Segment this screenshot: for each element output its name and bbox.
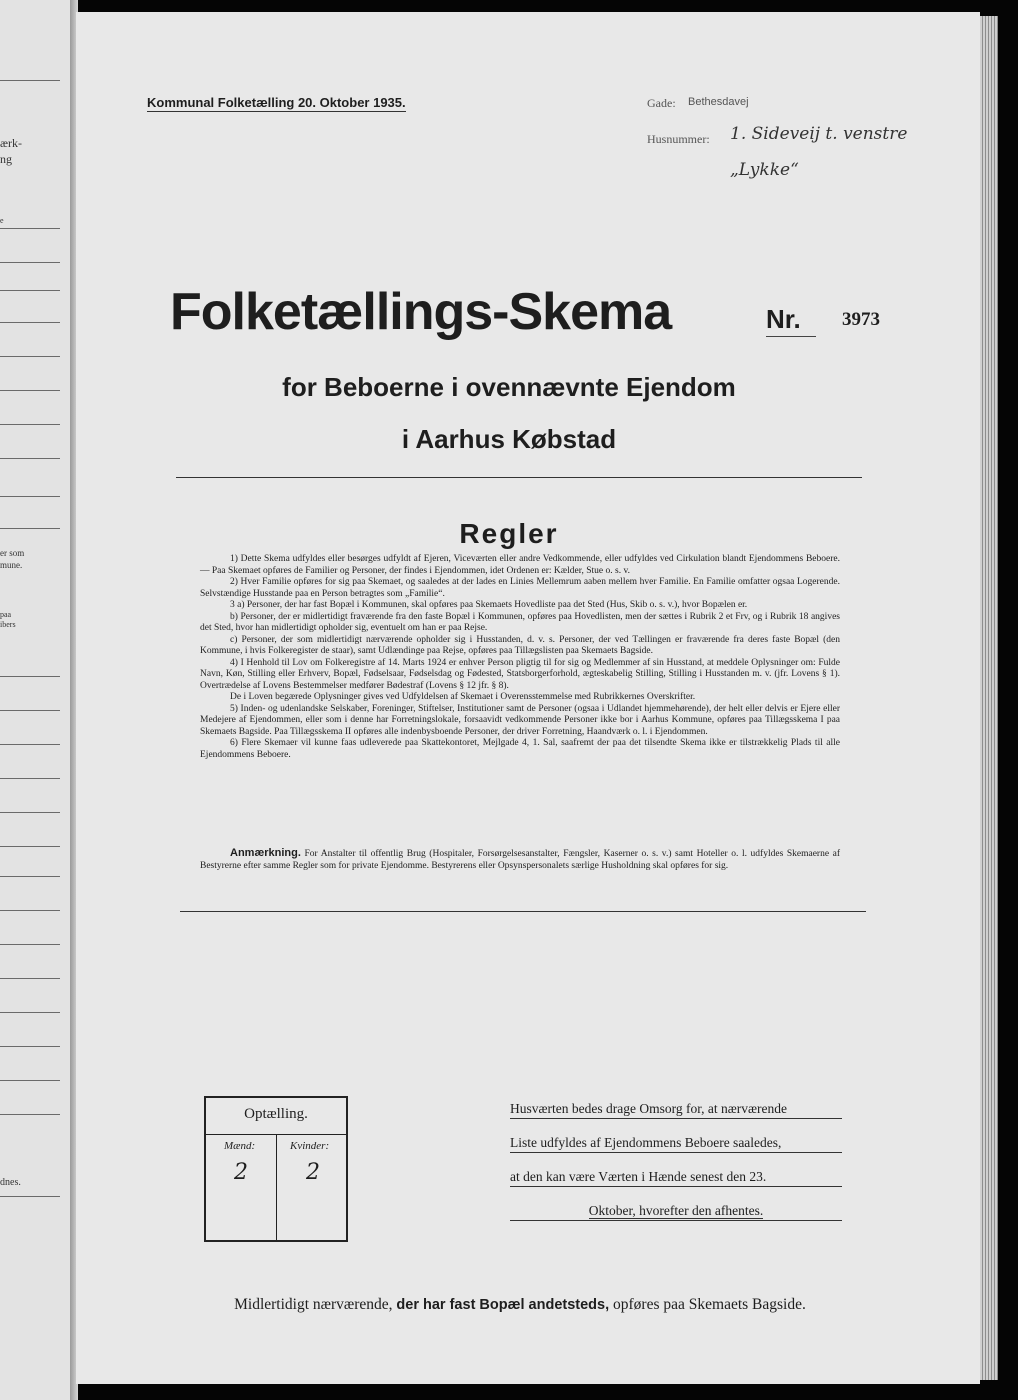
subtitle-line2: i Aarhus Købstad xyxy=(401,424,617,454)
page-edges xyxy=(980,16,998,1380)
footer-text: opføres paa Skemaets Bagside. xyxy=(609,1296,806,1313)
optaelling-box xyxy=(204,1096,348,1242)
left-page-fragment xyxy=(0,0,73,1400)
notice-line-last xyxy=(510,1202,842,1221)
husnummer-handwriting-line2: „Lykke“ xyxy=(730,160,799,180)
gade-value: Bethesdavej xyxy=(688,96,749,108)
kvinder-label: Kvinder: xyxy=(290,1140,330,1152)
rule-paragraph: 3 a) Personer, der har fast Bopæl i Kommunen, skal opføres paa Skemaets Hovedliste paa det Sted (Hus, Skib o. s. v.), hvor Bopælen er. xyxy=(230,600,748,610)
left-page-text: ibers xyxy=(0,620,16,629)
rule-paragraph: 5) Inden- og udenlandske Selskaber, Foreninger, Stiftelser, Institutioner samt de Personer (ogsaa i Udlandet hjemmehørende), der helt eller delvis er Ejere eller Medejere af Ejendommen, eller som i denne har Forretningslokale, forsaavidt vedkommende Personer ikke bor i Aarhus Kommune, opføres paa Tillægsskema I paa Skemaets Bagside. Paa Tillægsskema II opføres alle indenbysboende Personer, der driver Forretning, Haandværk o. l. i Ejendommen. xyxy=(200,703,840,737)
rule-paragraph: c) Personer, der som midlertidigt nærværende opholder sig i Husstanden, d. v. s. Personer, der ved Tællingen er fraværende fra deres faste Bopæl (den Kommune, i hvis Folkeregister de staar), samt Udlændinge paa Rejse, opføres paa Tillægslisten paa Skemaets Bagside. xyxy=(200,634,840,656)
anmaerkning-text: For Anstalter til offentlig Brug (Hospitaler, Forsørgelsesanstalter, Fængsler, Kaserner o. s. v.) samt Hoteller o. l. udfyldes Skemaerne af Bestyrerne efter samme Regler som for private Ejendomme. Bestyrerens eller Opsynspersonalets særlige Husholdning skal opføres for sig. xyxy=(200,849,841,871)
anmaerkning-label: Anmærkning. xyxy=(230,847,301,859)
census-header-title: Kommunal Folketælling 20. Oktober 1935. xyxy=(147,95,406,110)
divider xyxy=(180,911,866,912)
rule-paragraph: 4) I Henhold til Lov om Folkeregistre af 14. Marts 1924 er enhver Person pligtig til for sig og Medlemmer af sin Husstand, at meddele Oplysninger om: Fulde Navn, Køn, Stilling eller Erhverv, Bopæl, Fødselsaar, Fødselsdag og Fødested, Statsborgerforhold, ægteskabelig Stilling, Stilling i Husstanden m. v. (jfr. Lovens § 1). Overtrædelse af Lovens Bestemmelser medfører Bødestraf (Lovens § 12 jfr. § 8). xyxy=(200,657,840,691)
left-page-text: dnes. xyxy=(0,1177,21,1188)
regler-heading: Regler xyxy=(459,518,559,549)
nr-underline xyxy=(766,336,816,337)
maend-count: 2 xyxy=(234,1160,248,1185)
gade-label: Gade: xyxy=(647,96,676,110)
schema-number: 3973 xyxy=(842,309,880,330)
rule-paragraph: b) Personer, der er midlertidigt fraværende fra den faste Bopæl i Kommunen, opføres paa Hovedlisten, men der sættes i Rubrik 2 et Frv, og i Rubrik 18 angives det Sted, hvor han midlertidigt opholder sig, eventuelt om han er paa Rejse. xyxy=(200,611,840,633)
kvinder-count: 2 xyxy=(306,1160,320,1185)
nr-label: Nr. xyxy=(766,304,801,334)
footer-note xyxy=(0,1296,1018,1314)
footer-text: Midlertidigt nærværende, xyxy=(234,1296,397,1313)
subtitle-line1: for Beboerne i ovennævnte Ejendom xyxy=(282,372,736,402)
left-page-text: ng xyxy=(0,152,12,166)
left-page-text: e xyxy=(0,216,4,225)
rule-paragraph: 2) Hver Familie opføres for sig paa Skemaet, og saaledes at der lades en Linies Mellemrum aaben mellem hver Familie. En Familie omfatter ogsaa Logerende. Selvstændige Husstande paa en Person betragtes som „Familie“. xyxy=(200,577,840,599)
notice-line: Liste udfyldes af Ejendommens Beboere saaledes, xyxy=(510,1134,842,1153)
rules-list xyxy=(200,554,840,761)
left-page-text: ærk- xyxy=(0,136,22,150)
page-title: Folketællings-Skema xyxy=(170,283,672,341)
rule-paragraph: 1) Dette Skema udfyldes eller besørges udfyldt af Ejeren, Viceværten eller andre Vedkommende, eller udfyldes ved Cirkulation blandt Ejendommens Beboere. — Paa Skemaet opføres de Familier og Personer, der findes i Ejendommen, idet Ordenen er: Kælder, Stue o. s. v. xyxy=(200,554,840,576)
divider xyxy=(176,477,862,478)
landlord-notice xyxy=(510,1100,842,1236)
notice-line-text: Oktober, hvorefter den afhentes. xyxy=(588,1203,764,1218)
husnummer-handwriting: 1. Sideveij t. venstre xyxy=(730,124,908,144)
notice-line: at den kan være Værten i Hænde senest den 23. xyxy=(510,1168,842,1187)
maend-label: Mænd: xyxy=(224,1140,256,1152)
husnummer-label: Husnummer: xyxy=(647,132,710,146)
rule-paragraph: De i Loven begærede Oplysninger gives ved Udfyldelsen af Skemaet i Overensstemmelse med Rubrikkernes Overskrifter. xyxy=(230,692,696,702)
footer-emphasis: der har fast Bopæl andetsteds, xyxy=(396,1297,610,1313)
left-page-text: paa xyxy=(0,610,12,619)
notice-line: Husværten bedes drage Omsorg for, at nærværende xyxy=(510,1100,842,1119)
left-page-text: mune. xyxy=(0,560,23,570)
rule-paragraph: 6) Flere Skemaer vil kunne faas udleverede paa Skattekontoret, Mejlgade 4, 1. Sal, saafremt der paa det tilsendte Skema ikke er tilstrækkelig Plads til alle Ejendommens Beboere. xyxy=(200,738,840,760)
left-page-text: er som xyxy=(0,548,25,558)
anmaerkning-note xyxy=(200,848,840,872)
optaelling-title: Optælling. xyxy=(244,1106,308,1122)
